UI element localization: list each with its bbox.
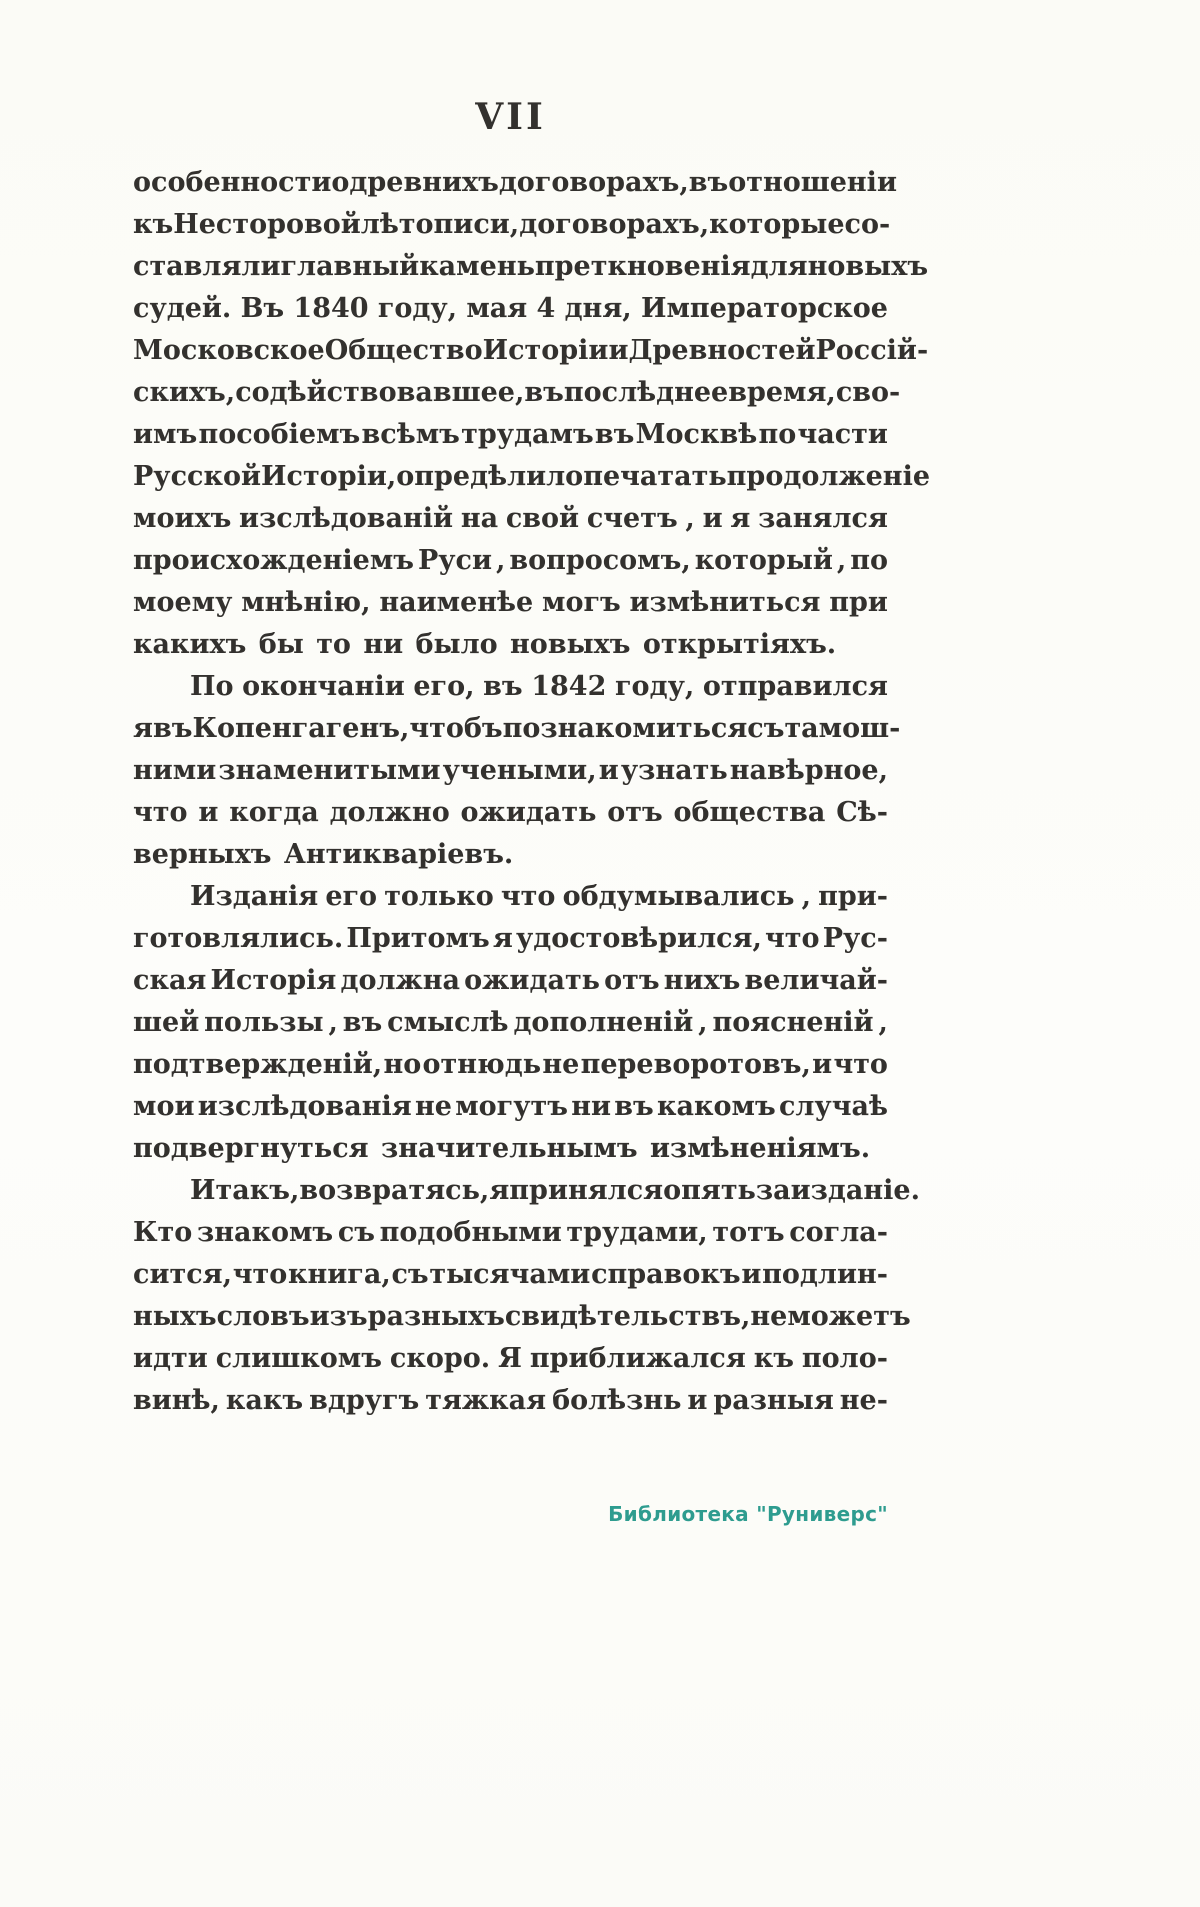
text-line: я въ Копенгагенъ, чтобъ познакомиться съ тамош- <box>133 713 901 744</box>
text-line: скихъ, содѣйствовавшее, въ послѣднее время, сво- <box>133 377 901 408</box>
text-line: готовлялись. Притомъ я удостовѣрился, что Рус- <box>133 923 888 954</box>
text-block <box>133 162 931 1422</box>
library-watermark: Библиотека "Руниверс" <box>608 1502 888 1526</box>
text-line: судей. Въ 1840 году, мая 4 дня, Императорское <box>133 293 888 324</box>
text-line: мои изслѣдованія не могутъ ни въ какомъ случаѣ <box>133 1091 888 1122</box>
text-line: къ Несторовой лѣтописи, договорахъ, которые со- <box>133 209 891 240</box>
text-line: ставляли главный камень преткновенія для новыхъ <box>133 251 929 282</box>
text-line: идти слишкомъ скоро. Я приближался къ поло- <box>133 1343 888 1374</box>
text-line: По окончаніи его, въ 1842 году, отправился <box>190 671 888 702</box>
paragraph <box>133 162 931 666</box>
text-line: сится, что книга, съ тысячами справокъ и подлин- <box>133 1259 888 1290</box>
paragraph <box>133 666 901 876</box>
text-line: моихъ изслѣдованій на свой счетъ , и я занялся <box>133 503 888 534</box>
text-line: какихъ бы то ни было новыхъ открытіяхъ. <box>133 629 837 660</box>
text-line: что и когда должно ожидать отъ общества Сѣ- <box>133 797 888 828</box>
text-line: Кто знакомъ съ подобными трудами, тотъ согла- <box>133 1217 888 1248</box>
text-line: подвергнуться значительнымъ измѣненіямъ. <box>133 1133 871 1164</box>
text-line: шей пользы , въ смыслѣ дополненій , поясненій , <box>133 1007 888 1038</box>
text-line: особенности о древнихъ договорахъ, въ отношеніи <box>133 167 897 198</box>
text-line: Изданія его только что обдумывались , при- <box>190 881 888 912</box>
text-line: И такъ, возвратясь, я принялся опять за изданіе. <box>190 1175 920 1206</box>
text-line: подтвержденій, но отнюдь не переворотовъ, и что <box>133 1049 888 1080</box>
text-line: Московское Общество Исторіи и Древностей Россій- <box>133 335 929 366</box>
text-line: верныхъ Антикваріевъ. <box>133 839 514 870</box>
text-line: ская Исторія должна ожидать отъ нихъ величай- <box>133 965 888 996</box>
text-line: винѣ, какъ вдругъ тяжкая болѣзнь и разныя не- <box>133 1385 888 1416</box>
text-line: происхожденіемъ Руси , вопросомъ, который , по <box>133 545 888 576</box>
page-number: VII <box>475 96 546 138</box>
text-line: ними знаменитыми учеными, и узнать навѣрное, <box>133 755 888 786</box>
paragraph <box>133 1170 920 1422</box>
text-line: Русской Исторіи, опредѣлило печатать продолженіе <box>133 461 931 492</box>
text-line: имъ пособіемъ всѣмъ трудамъ въ Москвѣ по части <box>133 419 888 450</box>
text-line: моему мнѣнію, наименѣе могъ измѣниться при <box>133 587 888 618</box>
text-line: ныхъ словъ изъ разныхъ свидѣтельствъ, не можетъ <box>133 1301 911 1332</box>
paragraph <box>133 876 888 1170</box>
